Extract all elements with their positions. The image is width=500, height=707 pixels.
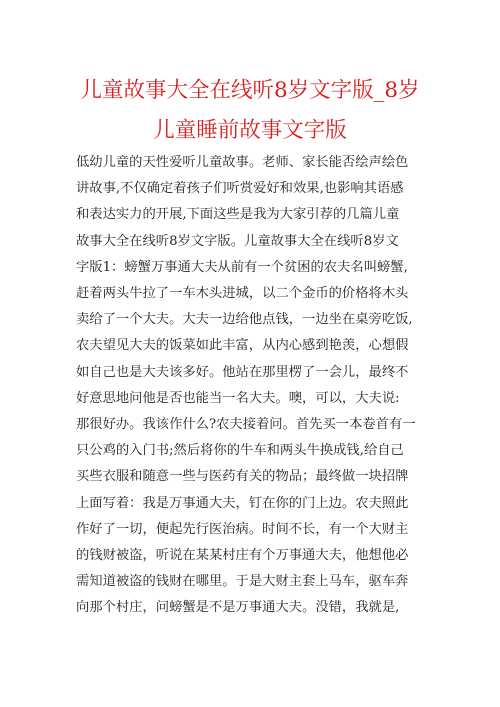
body-line: 买些衣服和随意一些与医药有关的物品；最终做一块招牌	[76, 469, 409, 485]
body-line: 作好了一切，便起先行医治病。时间不长，有一个大财主	[76, 521, 409, 537]
body-line: 只公鸡的入门书;然后将你的牛车和两头牛换成钱,给自己	[76, 443, 404, 459]
body-line: 字版1：螃蟹万事通大夫从前有一个贫困的农夫名叫螃蟹,	[76, 259, 408, 275]
body-line: 好意思地问他是否也能当一名大夫。噢，可以，大夫说:	[76, 390, 400, 406]
body-line: 上面写着：我是万事通大夫，钉在你的门上边。农夫照此	[76, 495, 409, 511]
body-line: 赶着两头牛拉了一车木头进城，以二个金币的价格将木头	[76, 286, 409, 301]
body-line: 如自己也是大夫该多好。他站在那里楞了一会儿，最终不	[76, 364, 409, 380]
body-line: 低幼儿童的天性爱听儿童故事。老师、家长能否绘声绘色	[76, 155, 409, 170]
body-line: 的钱财被盗，听说在某某村庄有个万事通大夫，他想他必	[76, 548, 409, 563]
body-line: 卖给了一个大夫。大夫一边给他点钱，一边坐在桌旁吃饭,	[76, 312, 413, 328]
document-title-line-1: 儿童故事大全在线听8岁文字版_8岁	[80, 78, 420, 103]
body-line: 故事大全在线听8岁文字版。儿童故事大全在线听8岁文	[76, 233, 399, 249]
body-line: 农夫望见大夫的饭菜如此丰富，从内心感到艳羡，心想假	[76, 338, 409, 354]
document-title-line-2: 儿童睡前故事文字版	[153, 118, 347, 143]
body-line: 和表达实力的开展,下面这些是我为大家引荐的几篇儿童	[76, 207, 400, 223]
body-line: 需知道被盗的钱财在哪里。于是大财主套上马车，驱车奔	[76, 574, 409, 590]
body-line: 讲故事,不仅确定着孩子们听赏爱好和效果,也影响其语感	[76, 181, 404, 197]
body-line: 向那个村庄，问螃蟹是不是万事通大夫。没错，我就是,	[76, 600, 400, 616]
body-line: 那很好办。我该作什么?农夫接着问。首先买一本卷首有一	[76, 417, 416, 432]
